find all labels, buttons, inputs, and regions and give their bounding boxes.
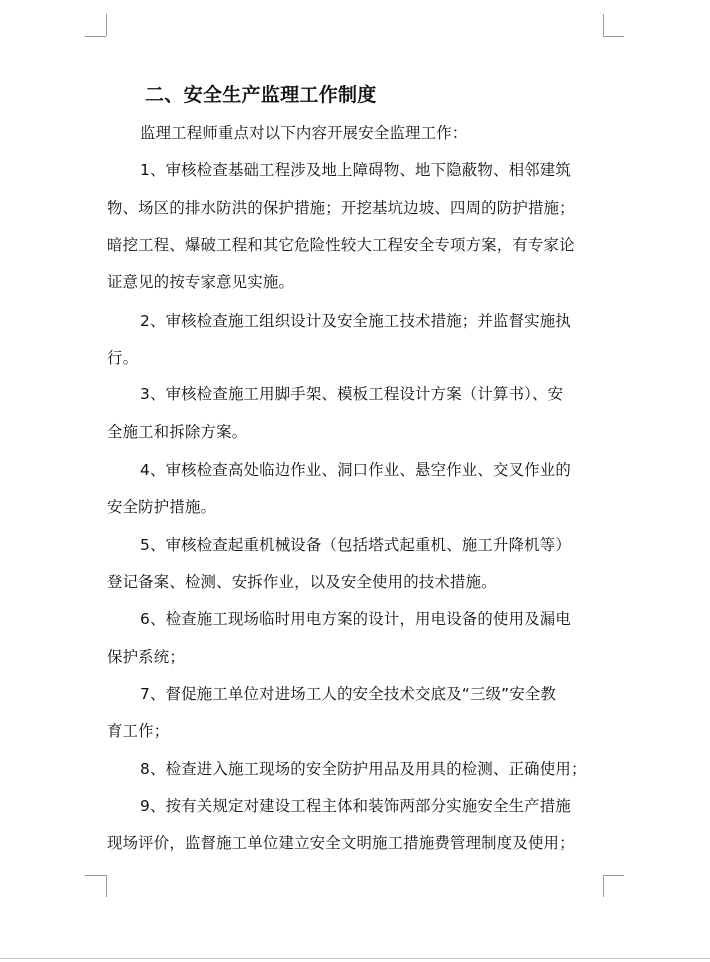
- item-7-line-1: 7、督促施工单位对进场工人的安全技术交底及“三级”安全教: [140, 685, 557, 703]
- item-5-line-2: 登记备案、检测、安拆作业，以及安全使用的技术措施。: [107, 573, 497, 591]
- section-heading: 二、安全生产监理工作制度: [145, 84, 377, 106]
- crop-mark-top-right: [603, 14, 625, 37]
- item-2-line-1: 2、审核检查施工组织设计及安全施工技术措施；并监督实施执: [140, 312, 571, 330]
- item-7-line-2: 育工作；: [107, 722, 170, 740]
- item-6-line-2: 保护系统；: [107, 648, 185, 666]
- item-8-line-1: 8、检查进入施工现场的安全防护用品及用具的检测、正确使用；: [140, 760, 587, 778]
- page-divider: [0, 958, 710, 959]
- item-9-line-2: 现场评价，监督施工单位建立安全文明施工措施费管理制度及使用；: [107, 834, 575, 852]
- item-1-line-3: 暗挖工程、爆破工程和其它危险性较大工程安全专项方案，有专家论: [107, 236, 575, 254]
- intro-paragraph: 监理工程师重点对以下内容开展安全监理工作：: [140, 124, 468, 142]
- item-1-line-2: 物、场区的排水防洪的保护措施；开挖基坑边坡、四周的防护措施；: [107, 199, 575, 217]
- item-9-line-1: 9、按有关规定对建设工程主体和装饰两部分实施安全生产措施: [140, 797, 571, 815]
- crop-mark-bottom-right: [603, 875, 625, 898]
- item-1-line-1: 1、审核检查基础工程涉及地上障碍物、地下隐蔽物、相邻建筑: [140, 161, 571, 179]
- item-4-line-1: 4、审核检查高处临边作业、洞口作业、悬空作业、交叉作业的: [140, 461, 571, 479]
- item-3-line-1: 3、审核检查施工用脚手架、模板工程设计方案（计算书）、安: [140, 385, 564, 403]
- crop-mark-top-left: [85, 14, 107, 37]
- crop-mark-bottom-left: [85, 875, 107, 898]
- item-5-line-1: 5、审核检查起重机械设备（包括塔式起重机、施工升降机等）: [140, 536, 571, 554]
- item-6-line-1: 6、检查施工现场临时用电方案的设计，用电设备的使用及漏电: [140, 610, 571, 628]
- item-3-line-2: 全施工和拆除方案。: [107, 423, 248, 441]
- item-1-line-4: 证意见的按专家意见实施。: [107, 273, 295, 291]
- item-4-line-2: 安全防护措施。: [107, 498, 217, 516]
- item-2-line-2: 行。: [107, 349, 139, 367]
